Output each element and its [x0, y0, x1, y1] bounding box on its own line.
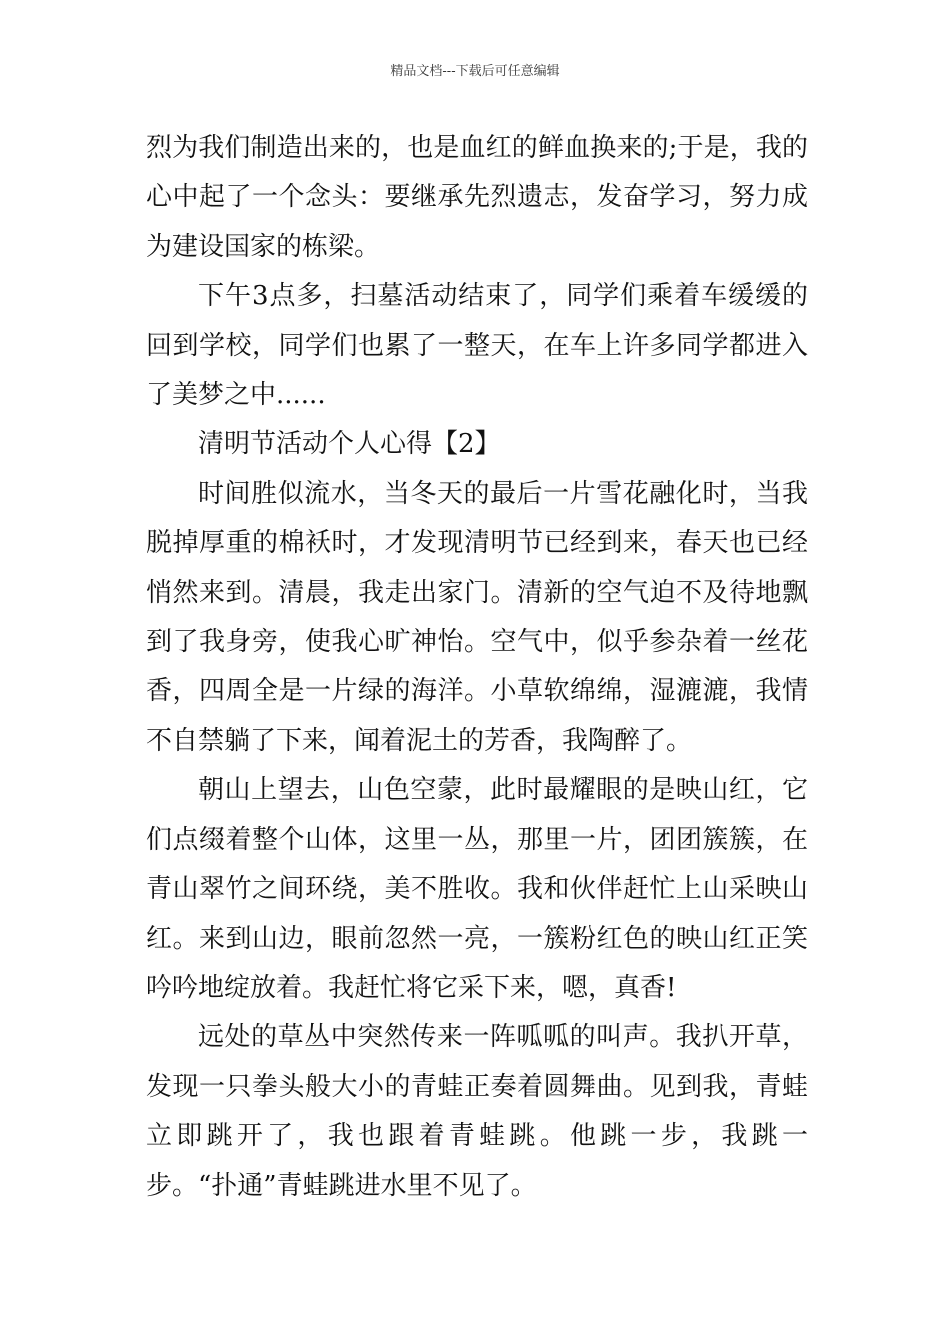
- paragraph-frog: 远处的草丛中突然传来一阵呱呱的叫声。我扒开草，发现一只拳头般大小的青蛙正奏着圆舞曲。见到我，青蛙立即跳开了，我也跟着青蛙跳。他跳一步，我跳一步。“扑通”青蛙跳进水里不见了。: [146, 1022, 808, 1201]
- paragraph-continuation: 烈为我们制造出来的，也是血红的鲜血换来的;于是，我的心中起了一个念头：要继承先烈遗志，发奋学习，努力成为建设国家的栋梁。: [146, 133, 808, 262]
- paragraph-azalea: 朝山上望去，山色空蒙，此时最耀眼的是映山红，它们点缀着整个山体，这里一丛，那里一片，团团簇簇，在青山翠竹之间环绕，美不胜收。我和伙伴赶忙上山采映山红。来到山边，眼前忽然一亮，一簇粉红色的映山红正笑吟吟地绽放着。我赶忙将它采下来，嗯，真香!: [146, 775, 808, 1003]
- section-heading: 清明节活动个人心得【2】: [198, 429, 501, 460]
- page-header: 精品文档---下载后可任意编辑: [390, 64, 560, 79]
- paragraph-return-to-school: 下午3点多，扫墓活动结束了，同学们乘着车缓缓的回到学校，同学们也累了一整天，在车上许多同学都进入了美梦之中......: [146, 281, 808, 411]
- paragraph-spring-morning: 时间胜似流水，当冬天的最后一片雪花融化时，当我脱掉厚重的棉袄时，才发现清明节已经到来，春天也已经悄然来到。清晨，我走出家门。清新的空气迫不及待地飘到了我身旁，使我心旷神怡。空气中，似乎参杂着一丝花香，四周全是一片绿的海洋。小草软绵绵，湿漉漉，我情不自禁躺了下来，闻着泥土的芳香，我陶醉了。: [146, 478, 808, 756]
- document-body: [146, 124, 808, 1211]
